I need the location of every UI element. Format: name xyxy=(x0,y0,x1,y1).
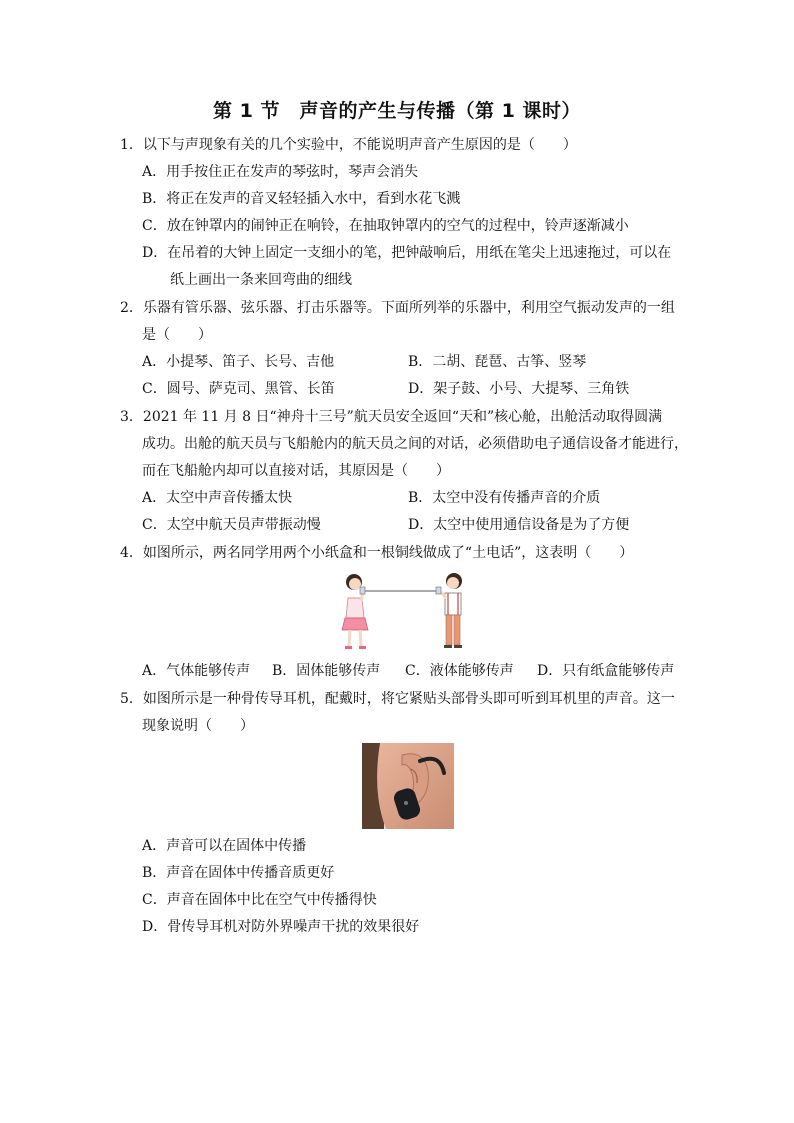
question-5-stem-line-1: 5．如图所示是一种骨传导耳机，配戴时，将它紧贴头部骨头即可听到耳机里的声音。这一 xyxy=(120,691,675,707)
question-1-option-d-continued: 纸上画出一条来回弯曲的细线 xyxy=(170,272,352,288)
question-3-option-c: C．太空中航天员声带振动慢 xyxy=(142,517,321,533)
question-5-stem-line-2: 现象说明（ ） xyxy=(142,718,254,734)
question-1-option-d: D．在吊着的大钟上固定一支细小的笔，把钟敲响后，用纸在笔尖上迅速拖过，可以在 xyxy=(142,245,672,261)
tin-can-telephone-figure xyxy=(332,568,472,654)
question-3-stem-line-2: 成功。出舱的航天员与飞船舱内的航天员之间的对话，必须借助电子通信设备才能进行， xyxy=(142,436,688,452)
question-1-option-a: A．用手按住正在发声的琴弦时，琴声会消失 xyxy=(142,164,419,180)
question-4-stem: 4．如图所示，两名同学用两个小纸盒和一根铜线做成了“土电话”，这表明（ ） xyxy=(120,545,634,561)
question-4-option-d: D．只有纸盒能够传声 xyxy=(537,663,675,679)
question-2-option-b: B．二胡、琵琶、古筝、竖琴 xyxy=(408,354,587,370)
question-2-stem-line-1: 2．乐器有管乐器、弦乐器、打击乐器等。下面所列举的乐器中，利用空气振动发声的一组 xyxy=(120,300,675,316)
boy-figure xyxy=(436,573,462,648)
girl-figure xyxy=(342,574,368,649)
question-2-option-c: C．圆号、萨克司、黑管、长笛 xyxy=(142,381,335,397)
bone-conduction-headphone-figure xyxy=(362,743,454,829)
question-3-option-d: D．太空中使用通信设备是为了方便 xyxy=(408,517,630,533)
question-2-option-a: A．小提琴、笛子、长号、吉他 xyxy=(142,354,335,370)
question-3-option-b: B．太空中没有传播声音的介质 xyxy=(408,490,601,506)
question-4-option-c: C．液体能够传声 xyxy=(405,663,514,679)
question-2-option-d: D．架子鼓、小号、大提琴、三角铁 xyxy=(408,381,630,397)
question-5-option-b: B．声音在固体中传播音质更好 xyxy=(142,865,335,881)
question-3-option-a: A．太空中声音传播太快 xyxy=(142,490,293,506)
question-1-option-b: B．将正在发声的音叉轻轻插入水中，看到水花飞溅 xyxy=(142,191,461,207)
question-5-option-a: A．声音可以在固体中传播 xyxy=(142,838,307,854)
question-5-option-d: D．骨传导耳机对防外界噪声干扰的效果很好 xyxy=(142,919,420,935)
page-title: 第 1 节 声音的产生与传播（第 1 课时） xyxy=(213,100,581,122)
question-4-option-b: B．固体能够传声 xyxy=(272,663,381,679)
question-1-option-c: C．放在钟罩内的闹钟正在响铃，在抽取钟罩内的空气的过程中，铃声逐渐减小 xyxy=(142,218,629,234)
question-4-option-a: A．气体能够传声 xyxy=(142,663,251,679)
question-3-stem-line-3: 而在飞船舱内却可以直接对话，其原因是（ ） xyxy=(142,463,450,479)
question-1-stem: 1．以下与声现象有关的几个实验中，不能说明声音产生原因的是（ ） xyxy=(120,137,577,153)
question-3-stem-line-1: 3．2021 年 11 月 8 日“神舟十三号”航天员安全返回“天和”核心舱，出舱活动取得圆满 xyxy=(120,409,663,425)
question-5-option-c: C．声音在固体中比在空气中传播得快 xyxy=(142,892,377,908)
question-2-stem-line-2: 是（ ） xyxy=(142,327,212,343)
